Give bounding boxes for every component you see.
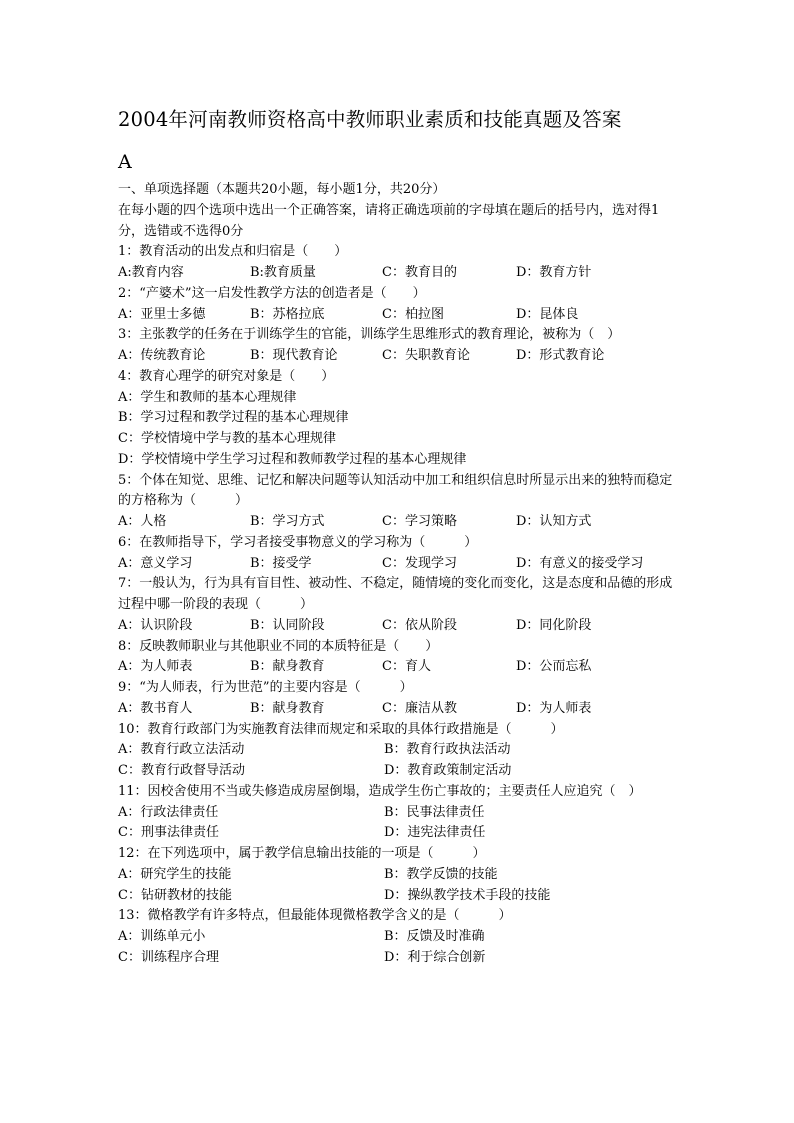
answer-option: A：教育行政立法活动 bbox=[118, 742, 245, 758]
answer-option: A：亚里士多德 bbox=[118, 306, 206, 322]
options-row bbox=[118, 927, 678, 948]
question-stem: 9：“为人师表，行为世范”的主要内容是（ ） bbox=[118, 680, 413, 695]
answer-option: C：失职教育论 bbox=[382, 348, 470, 363]
document-title: 2004年河南教师资格高中教师职业素质和技能真题及答案 bbox=[118, 108, 622, 131]
options-row bbox=[118, 554, 678, 575]
question-stem: 3：主张教学的任务在于训练学生的官能，训练学生思维形式的教育理论，被称为（ ） bbox=[118, 327, 621, 343]
answer-option: C：学校情境中学与教的基本心理规律 bbox=[118, 431, 336, 446]
answer-option: A：意义学习 bbox=[118, 555, 193, 571]
answer-option: D：为人师表 bbox=[516, 700, 592, 716]
answer-option: D：违宪法律责任 bbox=[384, 825, 486, 841]
section-heading: 一、单项选择题（本题共20小题，每小题1分，共20分） bbox=[118, 182, 446, 197]
options-row bbox=[118, 761, 678, 782]
answer-option: D：昆体良 bbox=[516, 306, 579, 322]
answer-option: C：钻研教材的技能 bbox=[118, 887, 232, 903]
question-stem: 13：微格教学有许多特点，但最能体现微格教学含义的是（ ） bbox=[118, 908, 512, 924]
answer-option: C：刑事法律责任 bbox=[118, 825, 219, 841]
answer-option: D：学校情境中学生学习过程和教师教学过程的基本心理规律 bbox=[118, 451, 467, 467]
options-row bbox=[118, 657, 678, 678]
options-row bbox=[118, 346, 678, 367]
answer-option: D：操纵教学技术手段的技能 bbox=[384, 887, 551, 903]
answer-option: A：研究学生的技能 bbox=[118, 866, 232, 882]
question-stem: 11：因校舍使用不当或失修造成房屋倒塌，造成学生伤亡事故的；主要责任人应追究（ ） bbox=[118, 783, 642, 799]
options-row bbox=[118, 616, 678, 637]
answer-option: C：训练程序合理 bbox=[118, 949, 219, 965]
answer-option: A：人格 bbox=[118, 514, 167, 529]
answer-option: B：苏格拉底 bbox=[250, 306, 325, 322]
answer-option: A：学生和教师的基本心理规律 bbox=[118, 389, 297, 405]
document-body bbox=[118, 180, 678, 969]
options-row bbox=[118, 865, 678, 886]
answer-option: C：廉洁从教 bbox=[382, 700, 457, 716]
options-row bbox=[118, 803, 678, 824]
options-row bbox=[118, 948, 678, 969]
answer-option: B：民事法律责任 bbox=[384, 804, 485, 820]
answer-option: A：行政法律责任 bbox=[118, 804, 219, 820]
question-list bbox=[118, 242, 678, 968]
answer-option: B：献身教育 bbox=[250, 659, 325, 675]
question-stem: 1：教育活动的出发点和归宿是（ ） bbox=[118, 244, 348, 260]
answer-option: A：为人师表 bbox=[118, 659, 193, 675]
question-stem: 7：一般认为，行为具有盲目性、被动性、不稳定，随情境的变化而变化，这是态度和品德的形成过程中哪一阶段的表现（ ） bbox=[118, 576, 673, 612]
question-stem: 12：在下列选项中，属于教学信息输出技能的一项是（ ） bbox=[118, 846, 486, 861]
answer-option: D：教育方针 bbox=[516, 265, 592, 280]
answer-option: D：同化阶段 bbox=[516, 617, 592, 633]
question-stem: 4：教育心理学的研究对象是（ ） bbox=[118, 368, 335, 384]
question-stem: 5：个体在知觉、思维、记忆和解决问题等认知活动中加工和组织信息时所显示出来的独特而稳定的方格称为（ ） bbox=[118, 472, 673, 509]
answer-option: D：有意义的接受学习 bbox=[516, 555, 644, 571]
question-stem: 8：反映教师职业与其他职业不同的本质特征是（ ） bbox=[118, 638, 439, 654]
answer-option: C：柏拉图 bbox=[382, 306, 444, 322]
options-row bbox=[118, 699, 678, 720]
answer-option: B:教育质量 bbox=[250, 265, 316, 280]
answer-option: D：教育政策制定活动 bbox=[384, 763, 512, 778]
options-row bbox=[118, 823, 678, 844]
answer-option: A：训练单元小 bbox=[118, 929, 206, 944]
answer-option: A:教育内容 bbox=[118, 265, 184, 280]
options-row bbox=[118, 305, 678, 326]
options-row bbox=[118, 512, 678, 533]
answer-option: C：教育目的 bbox=[382, 265, 457, 280]
question-stem: 10：教育行政部门为实施教育法律而规定和采取的具体行政措施是（ ） bbox=[118, 721, 564, 737]
answer-option: B：教学反馈的技能 bbox=[384, 866, 498, 882]
answer-option: C：发现学习 bbox=[382, 555, 457, 571]
answer-option: C：教育行政督导活动 bbox=[118, 763, 245, 778]
answer-option: D：认知方式 bbox=[516, 514, 592, 529]
answer-option: B：现代教育论 bbox=[250, 348, 338, 363]
answer-option: D：形式教育论 bbox=[516, 348, 605, 363]
options-row bbox=[118, 886, 678, 907]
answer-option: A：认识阶段 bbox=[118, 617, 193, 633]
answer-option: B：学习过程和教学过程的基本心理规律 bbox=[118, 410, 349, 426]
answer-option: B：教育行政执法活动 bbox=[384, 742, 511, 758]
answer-option: D：利于综合创新 bbox=[384, 949, 486, 965]
document-subtitle: A bbox=[118, 151, 132, 173]
answer-option: C：依从阶段 bbox=[382, 617, 457, 633]
instructions-text: 在每小题的四个选项中选出一个正确答案，请将正确选项前的字母填在题后的括号内，选对得1分，选错或不选得0分 bbox=[118, 202, 660, 239]
answer-option: B：学习方式 bbox=[250, 514, 325, 529]
answer-option: B：接受学 bbox=[250, 555, 312, 571]
answer-option: C：育人 bbox=[382, 659, 431, 675]
answer-option: B：献身教育 bbox=[250, 700, 325, 716]
answer-option: D：公而忘私 bbox=[516, 659, 592, 675]
answer-option: B：反馈及时准确 bbox=[384, 929, 485, 944]
answer-option: B：认同阶段 bbox=[250, 617, 325, 633]
question-stem: 2：“产婆术”这一启发性教学方法的创造者是（ ） bbox=[118, 285, 426, 301]
options-row bbox=[118, 740, 678, 761]
answer-option: A：教书育人 bbox=[118, 700, 193, 716]
options-row bbox=[118, 263, 678, 284]
question-stem: 6：在教师指导下，学习者接受事物意义的学习称为（ ） bbox=[118, 534, 478, 550]
answer-option: A：传统教育论 bbox=[118, 348, 206, 363]
answer-option: C：学习策略 bbox=[382, 514, 457, 529]
